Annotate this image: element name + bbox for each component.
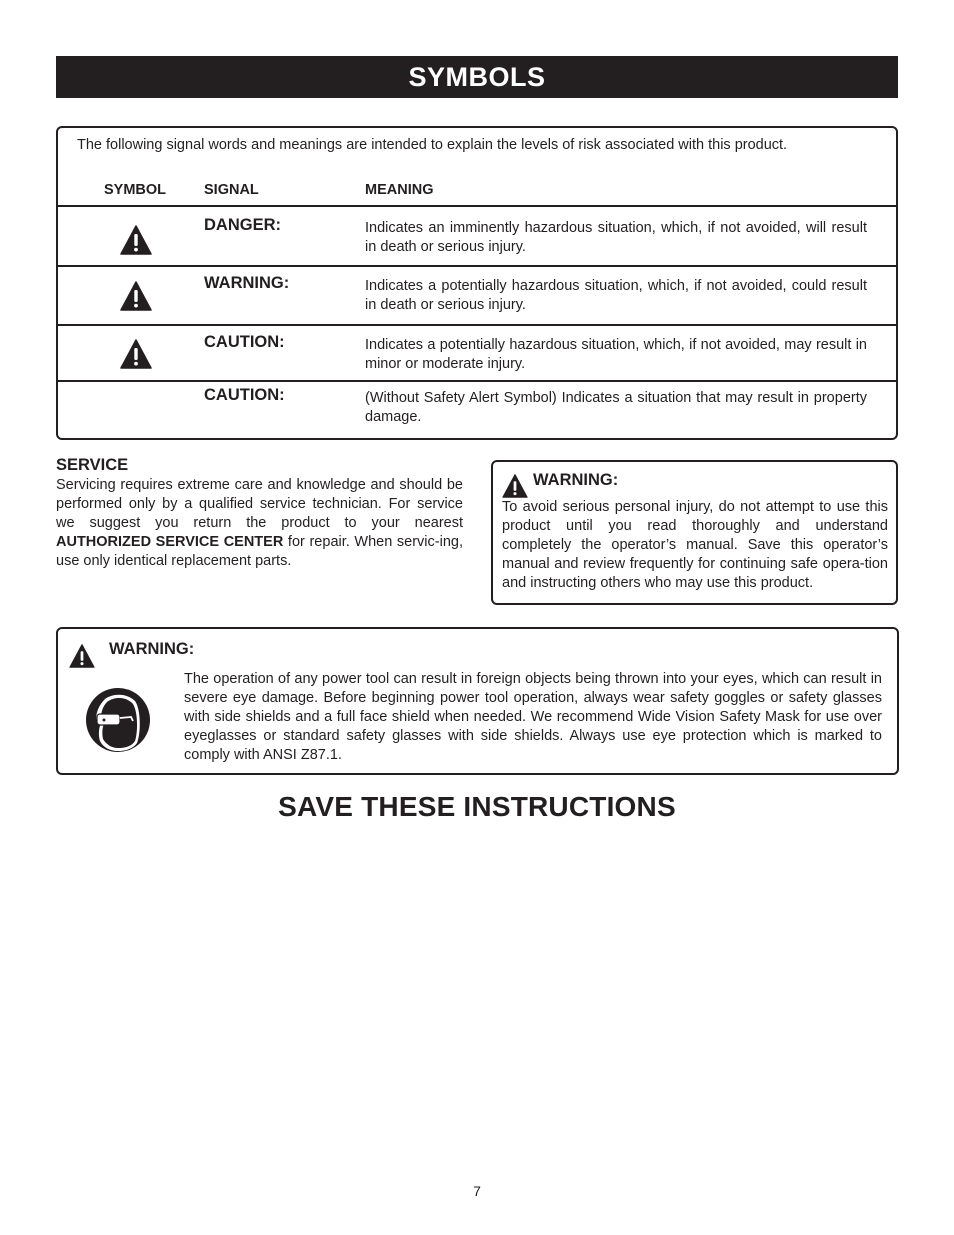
column-header-symbol: SYMBOL xyxy=(104,182,167,198)
symbols-table xyxy=(56,126,898,440)
signal-word: DANGER: xyxy=(204,216,281,234)
safety-alert-triangle-icon xyxy=(67,644,97,673)
table-row-caution xyxy=(58,324,896,380)
safety-alert-triangle-icon xyxy=(120,339,152,369)
warning-eye-box xyxy=(56,627,899,775)
warning-text: The operation of any power tool can result in foreign objects being thrown into your eyes, which can result in severe eye damage. Before beginning power tool operation, always wear safety goggles or safety glasses with side shields and a full face shield when needed. We recommend Wide Vision Safety Mask for use over eyeglasses or standard safety glasses with side shields. Always use eye protection which is marked to comply with ANSI Z87.1. xyxy=(184,671,882,763)
page-title-banner xyxy=(56,56,898,98)
eye-protection-icon xyxy=(85,687,151,758)
signal-word: CAUTION: xyxy=(204,386,285,404)
warning-title: WARNING: xyxy=(533,471,619,489)
safety-alert-triangle-icon xyxy=(120,225,152,255)
signal-word: WARNING: xyxy=(204,274,290,292)
table-row-danger xyxy=(58,205,896,265)
safety-alert-triangle-icon xyxy=(120,281,152,311)
signal-meaning: Indicates a potentially hazardous situation, which, if not avoided, may result in minor or moderate injury. xyxy=(365,337,867,372)
save-instructions-heading: SAVE THESE INSTRUCTIONS xyxy=(278,791,676,822)
page-title: SYMBOLS xyxy=(408,62,546,92)
column-header-signal: SIGNAL xyxy=(204,182,259,198)
signal-meaning: (Without Safety Alert Symbol) Indicates a situation that may result in property damage. xyxy=(365,390,867,425)
table-row-caution-no-symbol xyxy=(58,380,896,438)
service-text-start: Servicing requires extreme care and knowledge and should be performed only by a qualified service technician. For service we suggest you return the product to your nearest xyxy=(56,477,463,531)
authorized-service-center-label: AUTHORIZED SERVICE CENTER xyxy=(56,534,284,550)
signal-word: CAUTION: xyxy=(204,333,285,351)
page-number: 7 xyxy=(473,1183,481,1199)
table-row-warning xyxy=(58,265,896,324)
service-heading: SERVICE xyxy=(56,456,129,474)
column-header-meaning: MEANING xyxy=(365,182,434,198)
symbols-intro: The following signal words and meanings are intended to explain the levels of risk associated with this product. xyxy=(77,137,788,153)
warning-title: WARNING: xyxy=(109,640,195,658)
service-paragraph xyxy=(56,476,463,571)
service-text-end: for repair. When servic-ing, use only identical replacement parts. xyxy=(56,534,463,569)
signal-meaning: Indicates an imminently hazardous situation, which, if not avoided, will result in death or serious injury. xyxy=(365,220,867,255)
signal-meaning: Indicates a potentially hazardous situation, which, if not avoided, could result in death or serious injury. xyxy=(365,278,867,313)
warning-manual-box xyxy=(491,460,898,605)
warning-text: To avoid serious personal injury, do not attempt to use this product until you read thoroughly and understand completely the operator’s manual. Save this operator’s manual and review frequently for continuing safe opera-tion and instructing others who may use this product. xyxy=(502,499,888,591)
